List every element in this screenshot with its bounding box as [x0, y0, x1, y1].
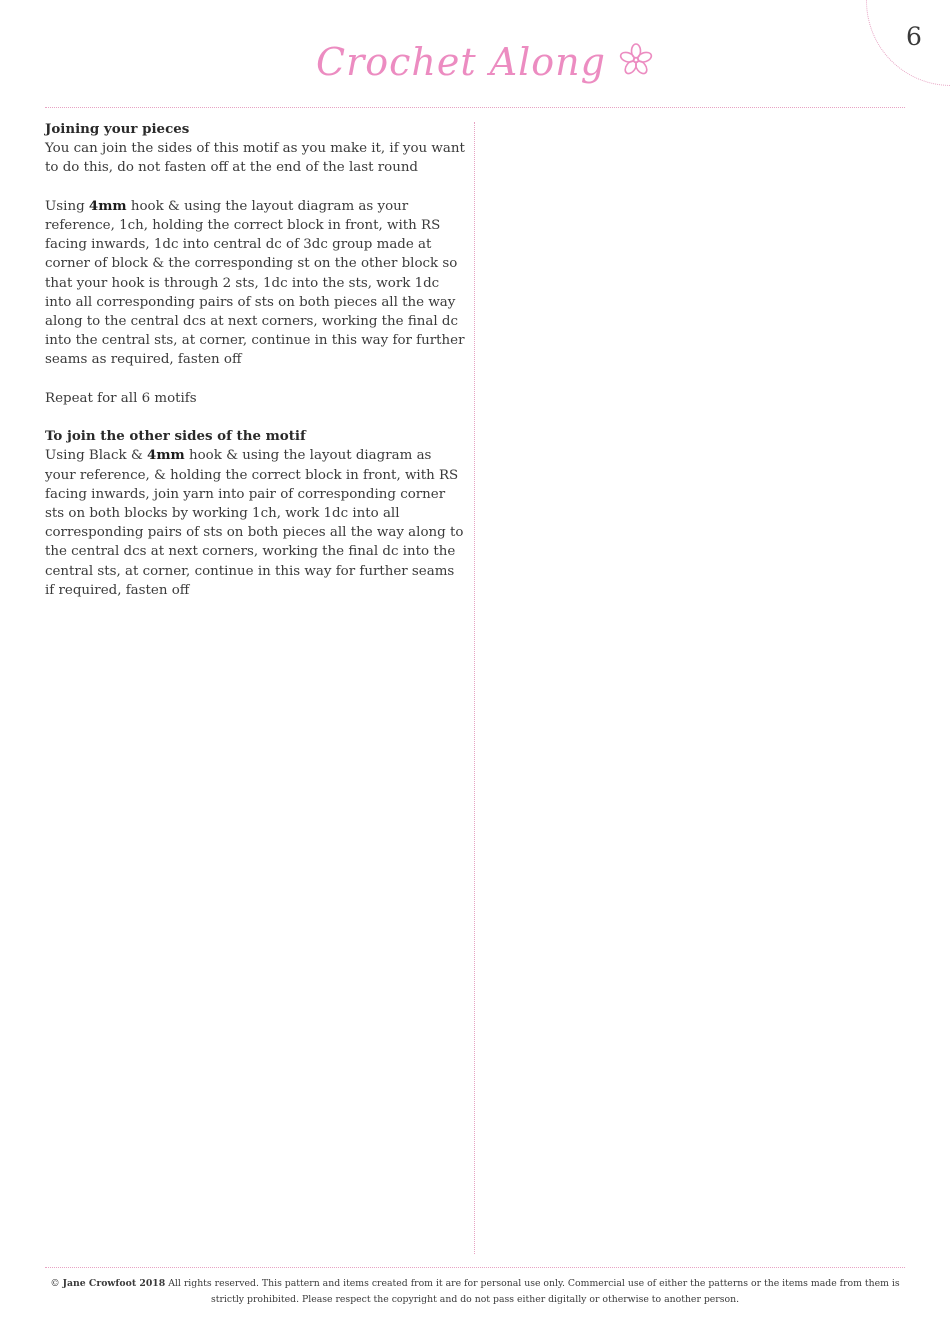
repeat-note: Repeat for all 6 motifs: [45, 390, 197, 406]
page-number: 6: [906, 22, 922, 51]
other-sides-instructions: Using Black & 4mm hook & using the layout diagram as your reference, & holding the correct block in front, with RS facing inwards, join yarn into pair of corresponding corner sts on both blocks by working 1ch, work 1dc into all corresponding pairs of sts on both pieces all the way along to the central dcs at next corners, working the final dc into the central sts, at corner, continue in this way for further seams if required, fasten off: [45, 447, 464, 598]
joining-instructions: Using 4mm hook & using the layout diagram as your reference, 1ch, holding the correct block in front, with RS facing inwards, 1dc into central dc of 3dc group made at corner of block & the corresponding st on the other block so that your hook is through 2 sts, 1dc into the sts, work 1dc into all corresponding pairs of sts on both pieces all the way along to the central dcs at next corners, working the final dc into the central sts, at corner, continue in this way for further seams as required, fasten off: [45, 197, 465, 368]
crochet-along-logo: [312, 28, 658, 108]
footer-divider: [45, 1267, 905, 1268]
copyright-text: All rights reserved. This pattern and items created from it are for personal use only. Commercial use of either the patterns or the items made from them is strictly prohibited. Please respect the copyright and do not pass either digitally or otherwise to another person.: [165, 1278, 900, 1305]
copyright-symbol: ©: [50, 1278, 60, 1289]
instructions-column: [45, 120, 465, 600]
hook-size: 4mm: [88, 197, 127, 214]
joining-intro: You can join the sides of this motif as you make it, if you want to do this, do not fasten off at the end of the last round: [45, 141, 465, 176]
section-heading-other-sides: To join the other sides of the motif: [45, 428, 306, 445]
flower-icon: [618, 42, 654, 78]
copyright-footer: [45, 1276, 905, 1308]
section-heading-joining: Joining your pieces: [45, 121, 190, 137]
hook-size: 4mm: [147, 447, 185, 464]
logo-text: Crochet Along: [316, 40, 606, 84]
column-divider: [474, 122, 475, 1254]
copyright-author: Jane Crowfoot 2018: [62, 1278, 166, 1289]
header-divider: [45, 107, 905, 108]
